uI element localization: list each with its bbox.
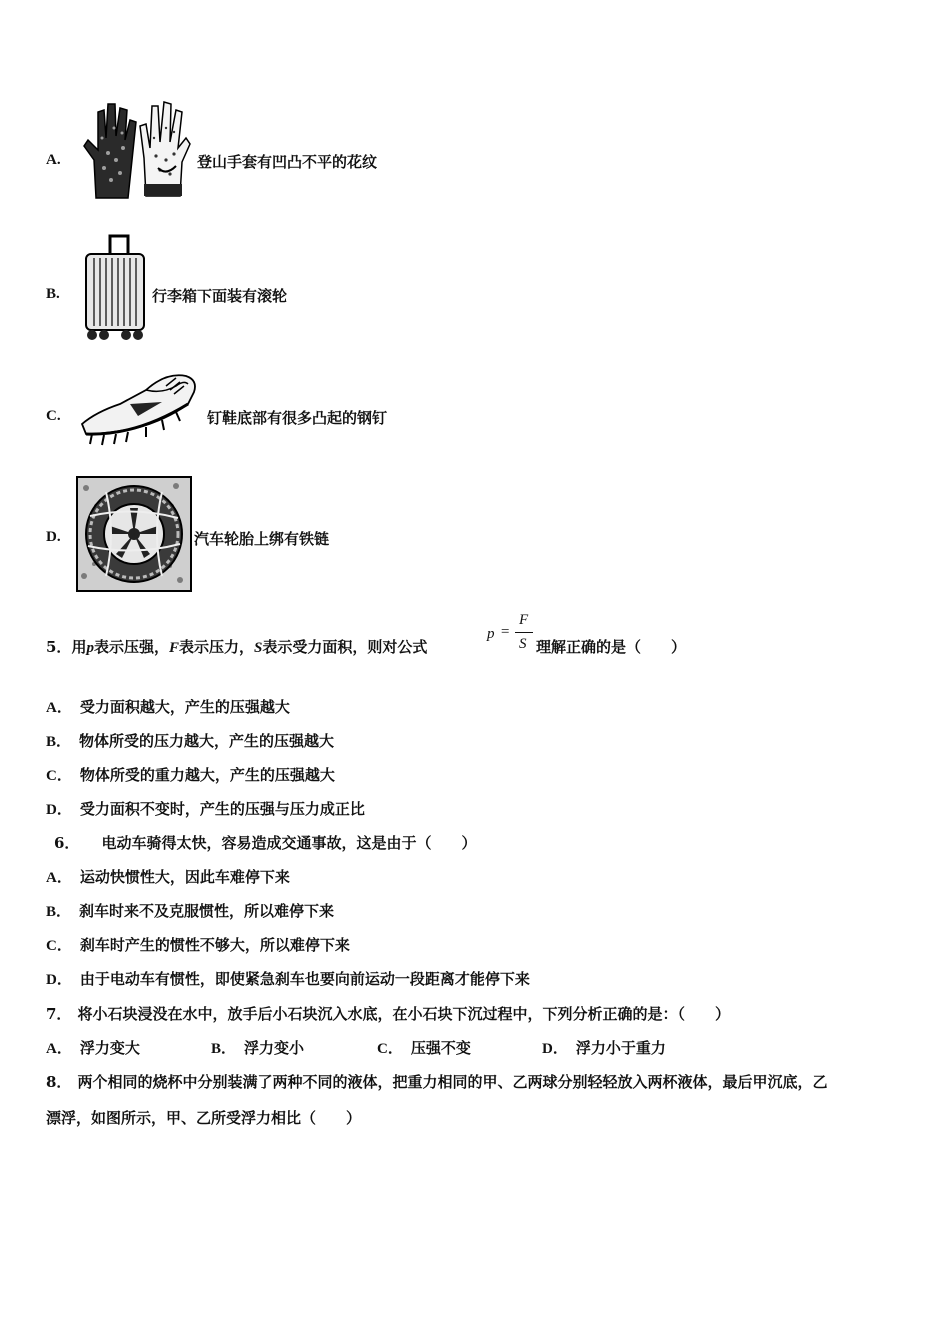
q6-option-c: C． 刹车时产生的惯性不够大，所以难停下来 xyxy=(46,936,350,954)
formula-eq: = xyxy=(500,624,511,640)
q5-stem: 5．用p表示压强，F表示压力，S表示受力面积，则对公式 xyxy=(46,638,428,656)
q8-stem-line1: 8． 两个相同的烧杯中分别装满了两种不同的液体，把重力相同的甲、乙两球分别轻轻放入两杯液体，最后甲沉底，乙 xyxy=(46,1073,828,1091)
option-c-letter: C. xyxy=(46,408,61,424)
option-a-caption: 登山手套有凹凸不平的花纹 xyxy=(197,153,378,171)
q8-stem-line2: 漂浮，如图所示，甲、乙所受浮力相比（ ） xyxy=(46,1109,362,1127)
gloves-image xyxy=(78,98,194,208)
q7-option-a: A． 浮力变大 xyxy=(46,1039,140,1057)
q7-stem: 7． 将小石块浸没在水中，放手后小石块沉入水底，在小石块下沉过程中，下列分析正确的是：（ ） xyxy=(46,1005,730,1023)
q7-number: 7． xyxy=(46,1005,72,1023)
q7-option-b: B． 浮力变小 xyxy=(211,1039,305,1057)
formula-denominator: S xyxy=(519,636,527,652)
chained-tire-image xyxy=(76,476,192,592)
option-b-caption: 行李箱下面装有滚轮 xyxy=(152,287,288,305)
q5-option-a: A． 受力面积越大，产生的压强越大 xyxy=(46,698,290,716)
q6-option-a: A． 运动快惯性大，因此车难停下来 xyxy=(46,868,290,886)
q6-number: 6． xyxy=(54,834,80,852)
option-d-caption: 汽车轮胎上绑有铁链 xyxy=(194,530,330,548)
q5-option-d: D． 受力面积不变时，产生的压强与压力成正比 xyxy=(46,800,365,818)
fraction-bar xyxy=(515,632,533,633)
q7-option-c: C． 压强不变 xyxy=(377,1039,471,1057)
q5-number: 5． xyxy=(46,638,72,656)
option-c-caption: 钉鞋底部有很多凸起的钢钉 xyxy=(207,409,388,427)
q5-option-c: C． 物体所受的重力越大，产生的压强越大 xyxy=(46,766,335,784)
spike-shoe-image xyxy=(76,364,204,450)
q8-number: 8． xyxy=(46,1073,72,1091)
option-b-letter: B. xyxy=(46,286,60,302)
q5-stem-tail: 理解正确的是（ ） xyxy=(536,638,687,656)
formula-numerator: F xyxy=(519,612,529,628)
q6-option-b: B． 刹车时来不及克服惯性，所以难停下来 xyxy=(46,902,335,920)
suitcase-image xyxy=(80,232,148,342)
q7-option-d: D． 浮力小于重力 xyxy=(542,1039,666,1057)
option-d-letter: D. xyxy=(46,529,61,545)
option-a-letter: A. xyxy=(46,152,61,168)
q5-option-b: B． 物体所受的压力越大，产生的压强越大 xyxy=(46,732,335,750)
formula-lhs: p xyxy=(487,626,495,642)
q6-option-d: D． 由于电动车有惯性，即使紧急刹车也要向前运动一段距离才能停下来 xyxy=(46,970,530,988)
q6-stem: 6． 电动车骑得太快，容易造成交通事故，这是由于（ ） xyxy=(54,834,477,852)
